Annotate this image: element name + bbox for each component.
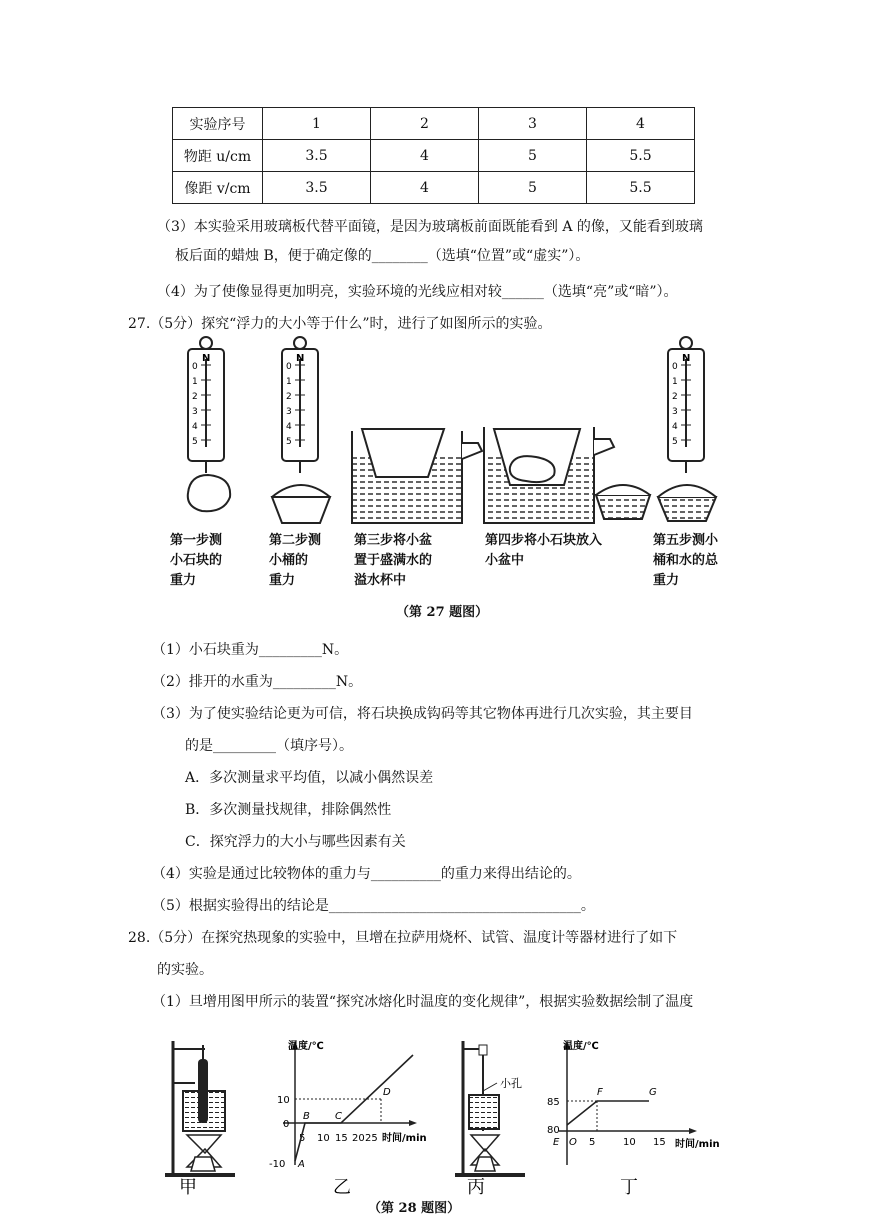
- table-cell: 3.5: [263, 172, 371, 204]
- option-c: C．探究浮力的大小与哪些因素有关: [185, 834, 406, 850]
- table-cell: 4: [371, 172, 479, 204]
- figure-27-caption: （第 27 题图）: [396, 605, 489, 620]
- q27-part3-line2: 的是_________（填序号）。: [185, 738, 353, 754]
- svg-text:15: 15: [335, 1133, 348, 1144]
- svg-text:10: 10: [277, 1095, 290, 1106]
- svg-text:4: 4: [286, 422, 292, 432]
- step-2-caption: 第二步测 小桶的 重力: [269, 533, 322, 588]
- svg-text:D: D: [383, 1087, 391, 1098]
- svg-text:1: 1: [672, 377, 678, 387]
- q28-title-line1: 28.（5分）在探究热现象的实验中，旦增在拉萨用烧杯、试管、温度计等器材进行了如下: [128, 930, 678, 946]
- svg-text:2: 2: [286, 392, 292, 402]
- svg-text:B: B: [303, 1111, 310, 1122]
- step-5-caption: 第五步测小 桶和水的总 重力: [653, 533, 719, 588]
- svg-text:10: 10: [317, 1133, 330, 1144]
- svg-text:G: G: [649, 1087, 657, 1098]
- svg-text:10: 10: [623, 1137, 636, 1148]
- graph-yi: [269, 1039, 427, 1170]
- overflow-cup-1: [352, 429, 482, 523]
- spring-scale-3: [668, 337, 704, 473]
- bucket-with-water: [596, 485, 650, 519]
- table-cell: 2: [371, 108, 479, 140]
- svg-text:0: 0: [192, 362, 198, 372]
- step-1-caption: 第一步测 小石块的 重力: [170, 533, 223, 588]
- figure-28-caption: （第 28 题图）: [368, 1201, 461, 1216]
- svg-text:0: 0: [672, 362, 678, 372]
- svg-text:1: 1: [192, 377, 198, 387]
- small-hole-label: 小孔: [500, 1077, 522, 1090]
- option-a: A．多次测量求平均值，以减小偶然误差: [185, 770, 434, 786]
- svg-text:15: 15: [653, 1137, 666, 1148]
- table-cell: 5.5: [587, 172, 695, 204]
- svg-text:25: 25: [365, 1133, 378, 1144]
- svg-text:5: 5: [299, 1133, 306, 1144]
- table-cell: 3: [479, 108, 587, 140]
- q28-figure: [155, 1035, 755, 1195]
- q27-title: 27.（5分）探究“浮力的大小等于什么”时，进行了如图所示的实验。: [128, 316, 552, 332]
- stone: [188, 475, 230, 511]
- q28-title-line2: 的实验。: [157, 962, 213, 978]
- svg-text:-10: -10: [269, 1159, 286, 1170]
- label-jia: 甲: [179, 1177, 197, 1195]
- svg-text:N: N: [296, 353, 305, 364]
- table-cell: 5: [479, 172, 587, 204]
- svg-text:2: 2: [672, 392, 678, 402]
- svg-text:A: A: [298, 1159, 305, 1170]
- xlabel: 时间/min: [382, 1133, 427, 1144]
- table-row: [173, 108, 695, 140]
- q26-part3-line1: （3）本实验采用玻璃板代替平面镜，是因为玻璃板前面既能看到 A 的像，又能看到玻璃: [157, 219, 703, 235]
- q27-part2: （2）排开的水重为_________N。: [152, 674, 363, 690]
- q26-part3-line2: 板后面的蜡烛 B，便于确定像的________（选填“位置”或“虚实”）。: [175, 248, 590, 264]
- svg-text:20: 20: [352, 1133, 365, 1144]
- svg-text:N: N: [202, 353, 211, 364]
- svg-text:C: C: [335, 1111, 342, 1122]
- step-3-caption: 第三步将小盆 置于盛满水的 溢水杯中: [354, 533, 433, 588]
- table-cell: 4: [371, 140, 479, 172]
- q28-part1: （1）旦增用图甲所示的装置“探究冰熔化时温度的变化规律”，根据实验数据绘制了温度: [152, 994, 694, 1010]
- spring-scale-1: [188, 337, 224, 473]
- data-table: [172, 107, 695, 204]
- q27-part4: （4）实验是通过比较物体的重力与__________的重力来得出结论的。: [152, 866, 581, 882]
- svg-text:5: 5: [286, 437, 292, 447]
- q27-figure: [160, 335, 750, 535]
- svg-text:0: 0: [286, 362, 292, 372]
- svg-text:5: 5: [672, 437, 678, 447]
- small-bucket: [272, 497, 330, 523]
- apparatus-jia: [165, 1041, 235, 1175]
- svg-text:3: 3: [672, 407, 678, 417]
- table-cell: 物距 u/cm: [173, 140, 263, 172]
- table-cell: 5.5: [587, 140, 695, 172]
- svg-text:5: 5: [192, 437, 198, 447]
- label-bing: 丙: [467, 1177, 485, 1195]
- table-cell: 像距 v/cm: [173, 172, 263, 204]
- svg-text:0: 0: [283, 1119, 290, 1130]
- table-cell: 3.5: [263, 140, 371, 172]
- q26-part4: （4）为了使像显得更加明亮，实验环境的光线应相对较______（选填“亮”或“暗”）。: [157, 284, 678, 300]
- svg-text:F: F: [597, 1087, 603, 1098]
- bucket-on-scale: [658, 497, 716, 521]
- svg-text:3: 3: [286, 407, 292, 417]
- q27-part1: （1）小石块重为_________N。: [152, 642, 349, 658]
- ylabel: 温度/℃: [563, 1041, 599, 1052]
- svg-text:5: 5: [589, 1137, 596, 1148]
- svg-text:4: 4: [672, 422, 678, 432]
- svg-text:N: N: [682, 353, 691, 364]
- svg-text:2: 2: [192, 392, 198, 402]
- label-ding: 丁: [620, 1177, 638, 1195]
- svg-text:85: 85: [547, 1097, 560, 1108]
- label-yi: 乙: [333, 1177, 351, 1195]
- table-cell: 实验序号: [173, 108, 263, 140]
- step-4-caption: 第四步将小石块放入 小盆中: [485, 533, 603, 568]
- svg-text:3: 3: [192, 407, 198, 417]
- graph-ding: [547, 1039, 720, 1165]
- table-row: [173, 140, 695, 172]
- q27-part3-line1: （3）为了使实验结论更为可信，将石块换成钩码等其它物体再进行几次实验，其主要目: [152, 706, 693, 722]
- svg-text:E: E: [553, 1137, 560, 1148]
- table-row: [173, 172, 695, 204]
- apparatus-bing: [455, 1041, 525, 1175]
- svg-text:O: O: [569, 1137, 577, 1148]
- table-cell: 5: [479, 140, 587, 172]
- overflow-cup-2: [484, 427, 614, 523]
- table-cell: 4: [587, 108, 695, 140]
- spring-scale-2: [282, 337, 318, 473]
- svg-text:4: 4: [192, 422, 198, 432]
- ylabel: 温度/℃: [288, 1041, 324, 1052]
- svg-text:80: 80: [547, 1125, 560, 1136]
- option-b: B．多次测量找规律，排除偶然性: [185, 802, 392, 818]
- xlabel: 时间/min: [675, 1139, 720, 1150]
- q27-part5: （5）根据实验得出的结论是____________________________________。: [152, 898, 595, 914]
- svg-text:1: 1: [286, 377, 292, 387]
- table-cell: 1: [263, 108, 371, 140]
